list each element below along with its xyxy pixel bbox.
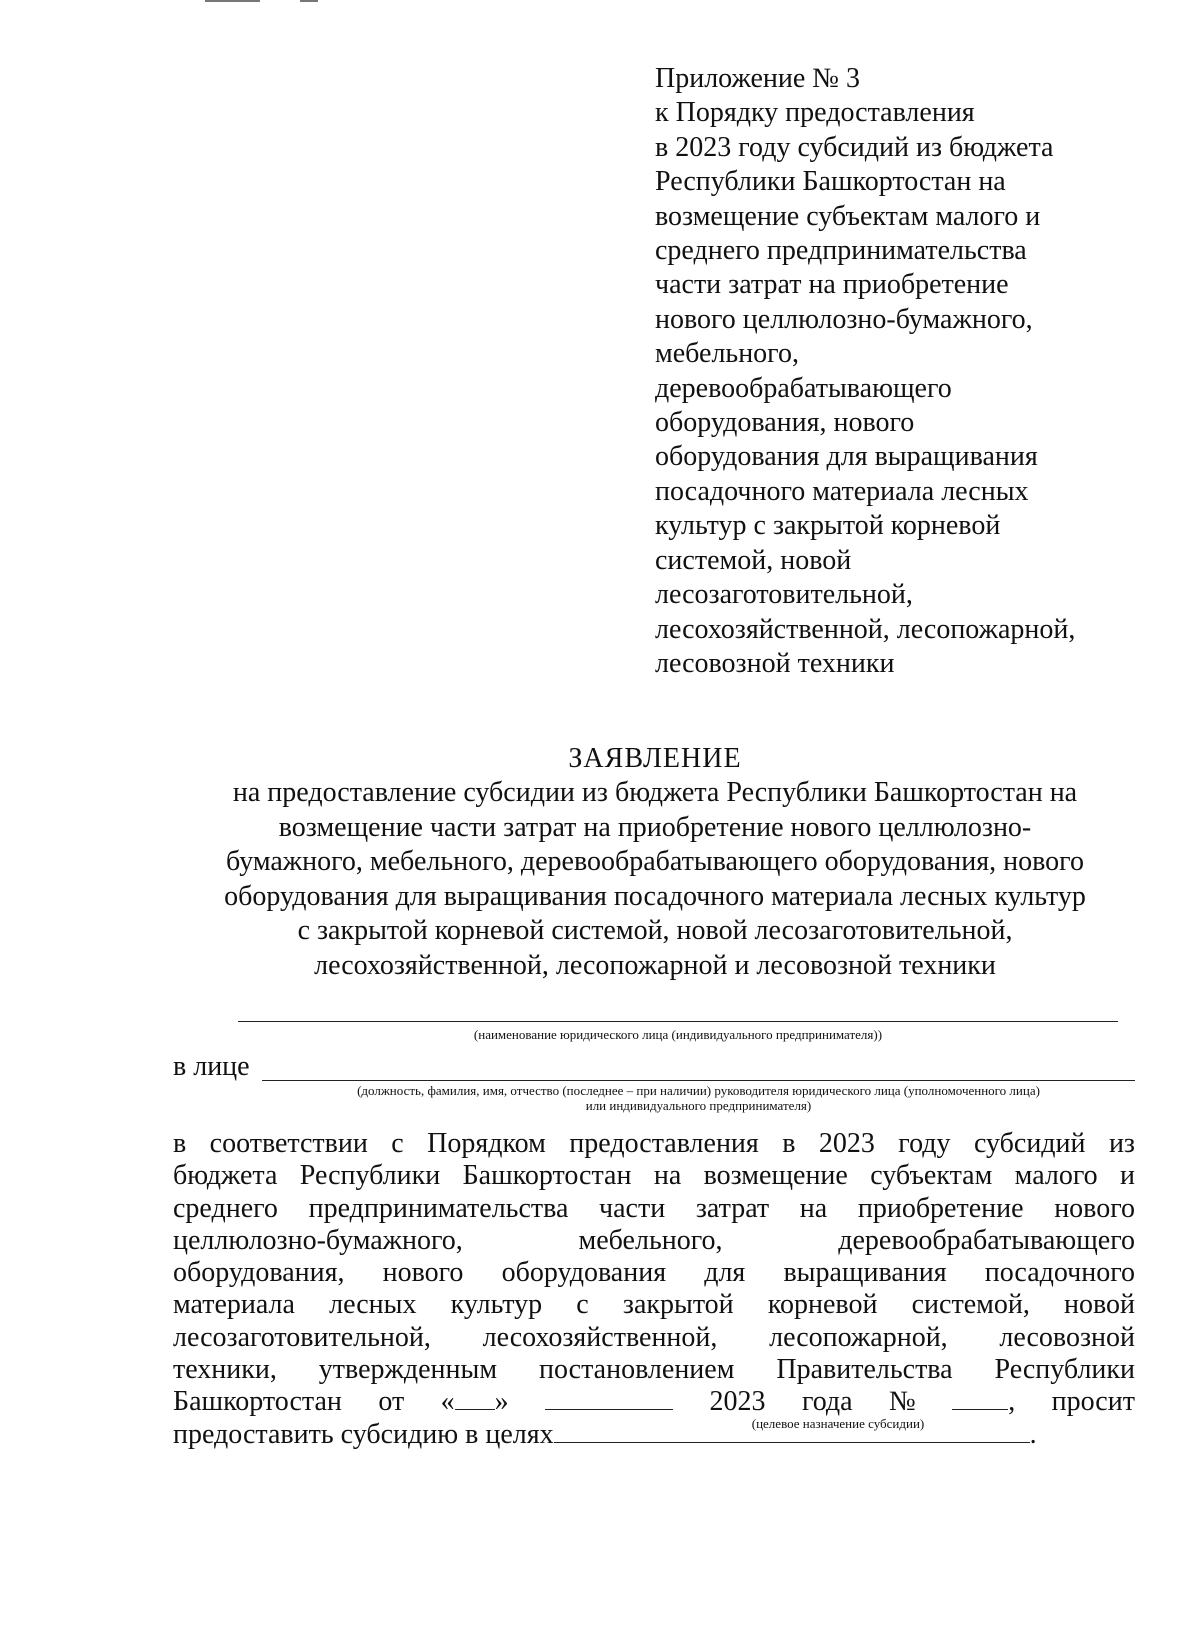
subtitle-line: с закрытой корневой системой, новой лесозаготовительной, — [297, 915, 1013, 947]
decree-year: 2023 — [709, 1386, 766, 1418]
application-body — [173, 1128, 1135, 1451]
appendix-line: мебельного, — [655, 338, 799, 370]
document-subtitle — [160, 776, 1150, 984]
subtitle-line: возмещение части затрат на приобретение нового целлюлозно- — [278, 811, 1032, 843]
body-date-line — [173, 1386, 1135, 1418]
subtitle-line: оборудования для выращивания посадочного материала лесных культур — [224, 880, 1086, 912]
representative-line[interactable] — [262, 1080, 1135, 1081]
appendix-line: нового целлюлозно-бумажного, — [655, 303, 1033, 335]
comma: , — [1008, 1386, 1016, 1418]
purpose-caption: (целевое назначение субсидии) — [751, 1416, 925, 1431]
date-line-word: года — [801, 1386, 853, 1418]
appendix-line: среднего предпринимательства — [655, 235, 1027, 267]
decree-month-blank[interactable] — [545, 1387, 673, 1410]
body-line: материала лесных культур с закрытой корневой системой, новой — [173, 1289, 1135, 1321]
appendix-line: оборудования для выращивания — [655, 441, 1038, 473]
purpose-label: предоставить субсидию в целях — [173, 1418, 554, 1450]
appendix-line: системой, новой — [655, 544, 852, 576]
appendix-line: оборудования, нового — [655, 407, 915, 439]
appendix-line: в 2023 году субсидий из бюджета — [655, 131, 1054, 163]
appendix-line: части затрат на приобретение — [655, 269, 1009, 301]
number-sign: № — [889, 1386, 916, 1418]
decree-day-blank[interactable] — [455, 1387, 495, 1410]
representative-caption-cont: или индивидуального предпринимателя) — [585, 1098, 812, 1113]
representative-label: в лице — [173, 1051, 250, 1082]
document-heading — [160, 742, 1150, 984]
date-line-word: просит — [1051, 1386, 1135, 1418]
appendix-line: Республики Башкортостан на — [655, 166, 1006, 198]
body-line: бюджета Республики Башкортостан на возмещение субъектам малого и — [173, 1160, 1135, 1192]
body-line: техники, утвержденным постановлением Правительства Республики — [173, 1354, 1135, 1386]
appendix-line: лесохозяйственной, лесопожарной, — [655, 613, 1076, 645]
subtitle-line: бумажного, мебельного, деревообрабатывающего оборудования, нового — [226, 846, 1084, 878]
decree-number-field[interactable] — [952, 1386, 1015, 1418]
body-line: в соответствии с Порядком предоставления в 2023 году субсидий из — [173, 1128, 1135, 1159]
appendix-line: Приложение № 3 — [655, 63, 860, 94]
entity-name-caption: (наименование юридического лица (индивидуального предпринимателя)) — [473, 1027, 883, 1042]
appendix-line: к Порядку предоставления — [655, 97, 975, 129]
purpose-end: . — [1029, 1418, 1037, 1450]
appendix-line: культур с закрытой корневой — [655, 510, 1001, 542]
subtitle-line: лесохозяйственной, лесопожарной и лесовозной техники — [314, 949, 996, 981]
scan-mark-2 — [300, 0, 318, 2]
close-quote: » — [494, 1386, 509, 1418]
appendix-line: лесовозной техники — [655, 647, 895, 679]
appendix-line: возмещение субъектам малого и — [655, 200, 1041, 232]
decree-number-blank[interactable] — [952, 1387, 1008, 1410]
entity-name-line[interactable] — [238, 1021, 1118, 1022]
date-line-word: от — [378, 1386, 405, 1418]
body-line: целлюлозно-бумажного, мебельного, деревообрабатывающего — [173, 1224, 1135, 1256]
document-title: ЗАЯВЛЕНИЕ — [568, 743, 742, 774]
body-line: лесозаготовительной, лесохозяйственной, лесопожарной, лесовозной — [173, 1321, 1135, 1353]
subtitle-line: на предоставление субсидии из бюджета Республики Башкортостан на — [232, 777, 1078, 808]
body-line: среднего предпринимательства части затрат на приобретение нового — [173, 1192, 1135, 1224]
appendix-line: лесозаготовительной, — [655, 579, 913, 611]
date-line-word: Башкортостан — [173, 1386, 342, 1418]
representative-caption: (должность, фамилия, имя, отчество (последнее – при наличии) руководителя юридического лица (уполномоченного лица) — [357, 1083, 1040, 1098]
decree-day-field[interactable] — [441, 1386, 509, 1418]
appendix-line: посадочного материала лесных — [655, 475, 1029, 507]
open-quote: « — [440, 1386, 455, 1418]
scan-mark-1 — [205, 0, 260, 2]
body-line: оборудования, нового оборудования для выращивания посадочного — [173, 1257, 1135, 1289]
appendix-header — [655, 62, 1175, 681]
appendix-line: деревообрабатывающего — [655, 372, 952, 404]
